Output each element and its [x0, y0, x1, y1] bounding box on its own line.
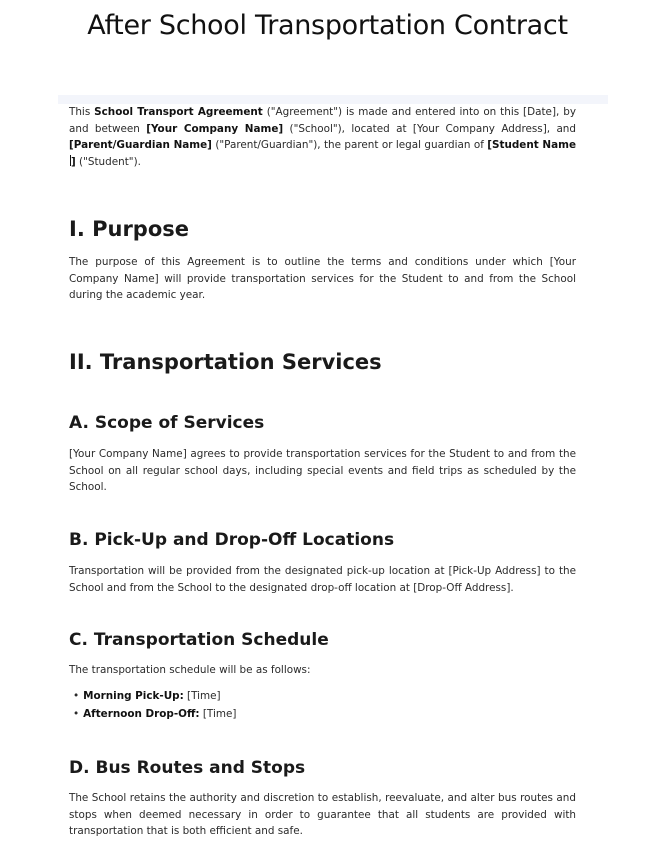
- scope-heading: A. Scope of Services: [69, 413, 265, 433]
- intro-text-4: ("Parent/Guardian"), the parent or legal guardian of: [211, 139, 488, 151]
- services-heading: II. Transportation Services: [69, 350, 382, 374]
- scope-body: [69, 446, 576, 496]
- purpose-body: [69, 254, 576, 304]
- purpose-heading: I. Purpose: [69, 217, 190, 241]
- schedule-body: [69, 662, 576, 679]
- intro-highlight-band: [58, 95, 608, 104]
- intro-section: [69, 104, 576, 170]
- services-section: [69, 349, 576, 375]
- company-name-placeholder: [Your Company Name]: [146, 122, 284, 135]
- intro-text-3: ("School"), located at [Your Company Address], and: [283, 122, 576, 135]
- list-item-label: Morning Pick-Up:: [83, 690, 184, 702]
- student-name-text: [Student Name: [487, 139, 576, 151]
- schedule-list: [69, 687, 576, 723]
- schedule-heading: C. Transportation Schedule: [69, 630, 329, 650]
- locations-heading: B. Pick-Up and Drop-Off Locations: [69, 530, 395, 550]
- intro-text-2: ("Agreement") is made and entered into on this [Date], by and between: [69, 106, 576, 135]
- list-item[interactable]: [69, 687, 576, 705]
- intro-paragraph[interactable]: [69, 104, 576, 170]
- locations-section: [69, 529, 576, 551]
- locations-paragraph[interactable]: Transportation will be provided from the designated pick-up location at [Pick-Up Address] to the School and from the School to the designated drop-off location at [Drop-Off Address].: [69, 565, 576, 594]
- scope-section: [69, 412, 576, 434]
- purpose-section: [69, 216, 576, 242]
- list-item-value: [Time]: [183, 690, 221, 702]
- locations-body: [69, 563, 576, 596]
- list-item-label: Afternoon Drop-Off:: [83, 708, 200, 720]
- document-title: After School Transportation Contract: [87, 10, 568, 41]
- list-item-value: [Time]: [199, 708, 237, 720]
- intro-text-5: ("Student").: [75, 155, 141, 168]
- routes-heading: D. Bus Routes and Stops: [69, 758, 306, 778]
- scope-paragraph[interactable]: [Your Company Name] agrees to provide transportation services for the Student to and from the School on all regular school days, including special events and field trips as scheduled by the School.: [69, 448, 576, 493]
- list-item[interactable]: [69, 705, 576, 723]
- schedule-section: [69, 629, 576, 651]
- routes-body: [69, 790, 576, 840]
- bullet-icon: •: [73, 690, 80, 702]
- intro-text-1: This: [69, 106, 95, 118]
- student-name-bracket: ]: [71, 155, 76, 168]
- guardian-name-placeholder: [Parent/Guardian Name]: [69, 139, 212, 151]
- schedule-paragraph[interactable]: The transportation schedule will be as follows:: [69, 664, 311, 676]
- schedule-bullet-list: [69, 687, 576, 723]
- routes-paragraph[interactable]: The School retains the authority and discretion to establish, reevaluate, and alter bus routes and stops when deemed necessary in order to guarantee that all students are provided with transportation that is both efficient and safe.: [69, 792, 576, 837]
- purpose-paragraph[interactable]: The purpose of this Agreement is to outline the terms and conditions under which [Your Company Name] will provide transportation services for the Student to and from the School during the academic year.: [69, 256, 576, 301]
- bullet-icon: •: [73, 708, 80, 720]
- routes-section: [69, 757, 576, 779]
- agreement-name: School Transport Agreement: [94, 106, 263, 118]
